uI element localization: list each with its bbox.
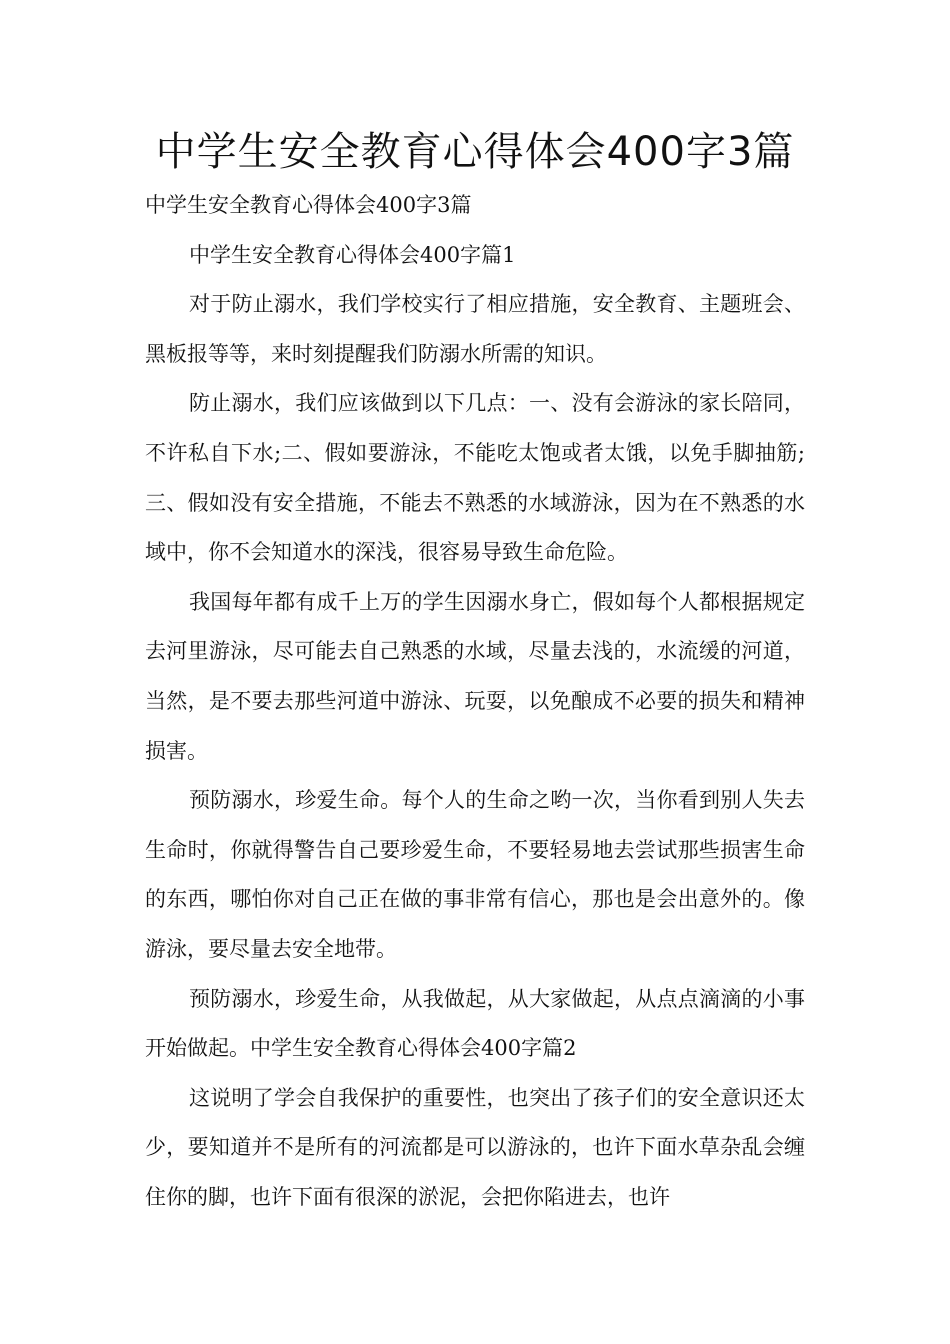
body-paragraph: 我国每年都有成千上万的学生因溺水身亡，假如每个人都根据规定去河里游泳，尽可能去自己熟悉的水域，尽量去浅的，水流缓的河道，当然，是不要去那些河道中游泳、玩耍，以免酿成不必要的损失和精神损害。 (145, 589, 805, 763)
body-paragraph: 预防溺水，珍爱生命，从我做起，从大家做起，从点点滴滴的小事开始做起。中学生安全教育心得体会400字篇2 (145, 986, 805, 1061)
document-body (145, 181, 805, 1222)
section-heading-1: 中学生安全教育心得体会400字篇1 (189, 242, 516, 267)
body-paragraph: 对于防止溺水，我们学校实行了相应措施，安全教育、主题班会、黑板报等等，来时刻提醒我们防溺水所需的知识。 (145, 292, 805, 366)
document-title: 中学生安全教育心得体会400字3篇 (155, 129, 795, 175)
body-paragraph: 这说明了学会自我保护的重要性，也突出了孩子们的安全意识还太少，要知道并不是所有的河流都是可以游泳的，也许下面水草杂乱会缠住你的脚，也许下面有很深的淤泥，会把你陷进去，也许 (145, 1085, 805, 1209)
body-paragraph: 防止溺水，我们应该做到以下几点：一、没有会游泳的家长陪同，不许私自下水;二、假如要游泳，不能吃太饱或者太饿，以免手脚抽筋;三、假如没有安全措施，不能去不熟悉的水域游泳，因为在不熟悉的水域中，你不会知道水的深浅，很容易导致生命危险。 (145, 391, 805, 565)
body-paragraph: 预防溺水，珍爱生命。每个人的生命之哟一次，当你看到别人失去生命时，你就得警告自己要珍爱生命，不要轻易地去尝试那些损害生命的东西，哪怕你对自己正在做的事非常有信心，那也是会出意外的。像游泳，要尽量去安全地带。 (145, 788, 805, 961)
subtitle-paragraph: 中学生安全教育心得体会400字3篇 (145, 193, 472, 217)
